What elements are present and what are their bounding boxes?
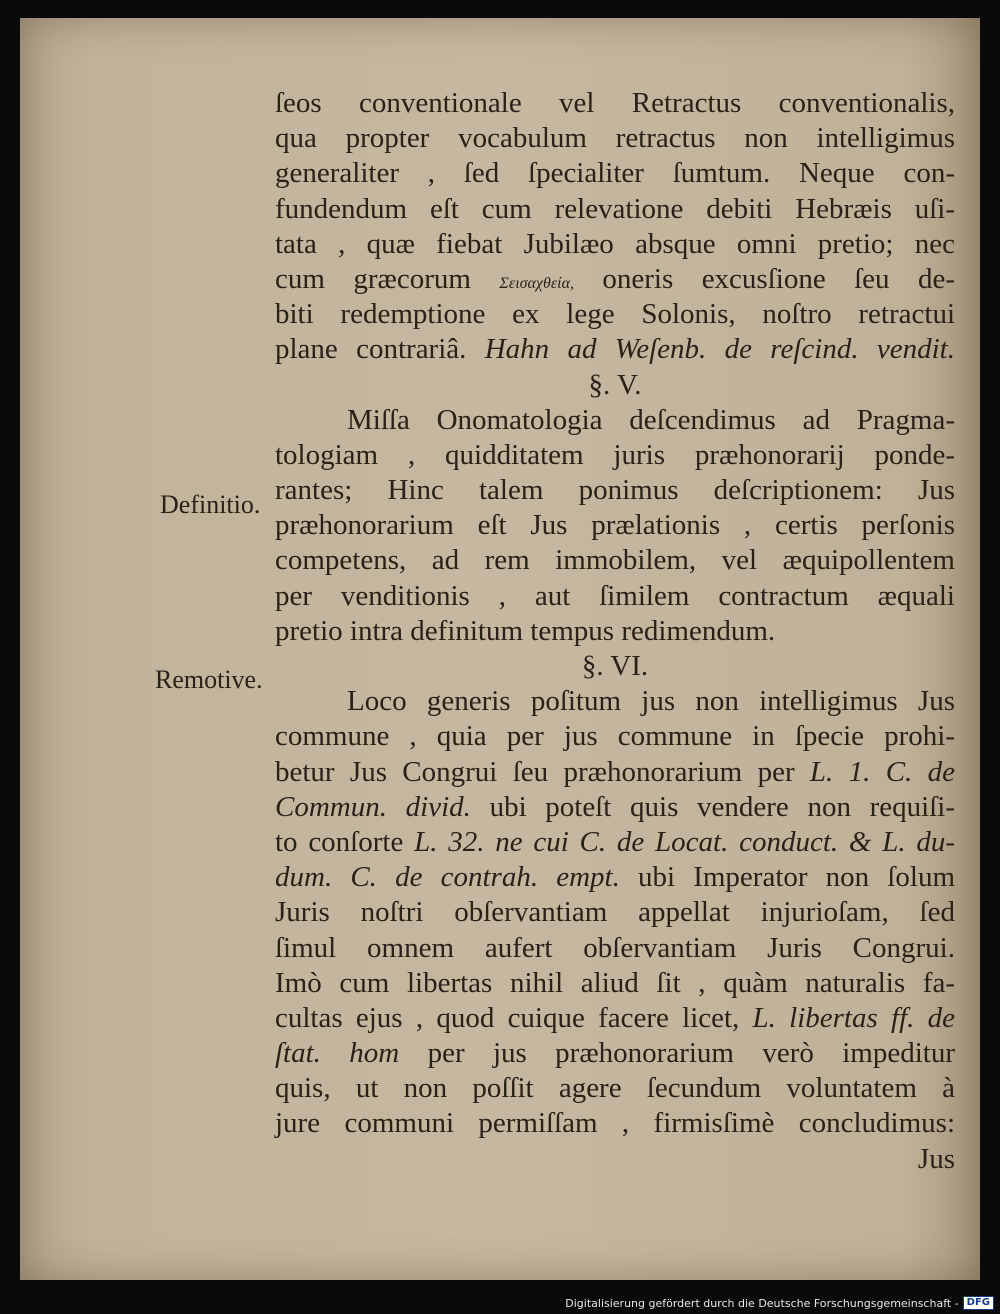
text-line: [275, 790, 955, 825]
text-line: tologiam , quidditatem juris præhonorarij ponde-: [275, 438, 955, 471]
text-span: ubi Imperator non ſolum: [619, 861, 955, 894]
text-line: quis, ut non poſſit agere ſecundum voluntatem à: [275, 1072, 955, 1105]
text-span: ſtat. hom: [275, 1037, 400, 1070]
text-line: [275, 1036, 955, 1071]
text-line: præhonorarium eſt Jus prælationis , certis perſonis: [275, 509, 955, 542]
text-line: generaliter , ſed ſpecialiter ſumtum. Neque con-: [275, 157, 955, 190]
text-line: [275, 1001, 955, 1036]
dfg-logo: DFG: [963, 1296, 994, 1310]
footer-credit: [565, 1296, 994, 1310]
text-span: betur Jus Congrui ſeu præhonorarium per: [275, 755, 810, 788]
text-line: §. VI.: [581, 650, 649, 682]
text-line: competens, ad rem immobilem, vel æquipollentem: [275, 544, 955, 577]
text-span: to conſorte: [275, 825, 415, 858]
text-span: ubi poteſt quis vendere non requiſi-: [470, 790, 955, 823]
text-line: per venditionis , aut ſimilem contractum æquali: [275, 579, 955, 612]
text-line: Imò cum libertas nihil aliud ſit , quàm naturalis fa-: [275, 966, 955, 999]
text-line: biti redemptione ex lege Solonis, noſtro retractui: [275, 298, 955, 331]
text-span: Hahn ad Weſenb. de reſcind. vendit.: [484, 333, 955, 366]
text-span: plane contrariâ.: [275, 333, 485, 366]
text-line: jure communi permiſſam , firmisſimè concludimus:: [275, 1107, 955, 1140]
text-line: fundendum eſt cum relevatione debiti Hebræis uſi-: [275, 192, 955, 225]
text-line: commune , quia per jus commune in ſpecie prohi-: [275, 720, 955, 753]
text-span: L. 1. C. de: [809, 755, 955, 788]
text-line: Loco generis poſitum jus non intelligimus Jus: [347, 685, 955, 718]
text-span: per jus præhonorarium verò impeditur: [399, 1037, 955, 1070]
text-line: ſimul omnem aufert obſervantiam Juris Congrui.: [275, 931, 955, 964]
text-line: [275, 860, 955, 895]
text-line: ſeos conventionale vel Retractus conventionalis,: [275, 87, 955, 119]
margin-note-remotive: Remotive.: [155, 665, 263, 694]
text-line: Juris noſtri obſervantiam appellat injurioſam, ſed: [275, 896, 955, 929]
text-line: rantes; Hinc talem ponimus deſcriptionem: Jus: [275, 474, 955, 507]
text-line: [275, 755, 955, 790]
text-line: pretio intra definitum tempus redimendum.: [275, 614, 776, 647]
text-line: [275, 332, 955, 367]
text-line: [275, 825, 955, 860]
text-line: tata , quæ fiebat Jubilæo absque omni pretio; nec: [275, 227, 955, 260]
text-line: qua propter vocabulum retractus non intelligimus: [275, 122, 955, 155]
text-span: L. libertas ff. de: [752, 1001, 955, 1034]
text-span: Σεισαχθεία,: [499, 274, 574, 292]
text-line: Jus: [917, 1142, 955, 1175]
text-span: cum græcorum: [275, 262, 500, 295]
book-page: [20, 18, 980, 1280]
text-line: [275, 262, 955, 297]
text-line: §. V.: [588, 368, 642, 401]
text-span: oneris excusſione ſeu de-: [573, 262, 956, 295]
text-span: L. 32. ne cui C. de Locat. conduct. & L. du-: [414, 825, 956, 858]
text-span: Commun. divid.: [275, 790, 471, 823]
text-line: Miſſa Onomatologia deſcendimus ad Pragma-: [347, 403, 955, 436]
margin-note-definitio: Definitio.: [160, 490, 261, 519]
footer-text: Digitalisierung gefördert durch die Deutsche Forschungsgemeinschaft -: [565, 1296, 959, 1310]
text-span: dum. C. de contrah. empt.: [275, 861, 620, 894]
body-text: [275, 86, 955, 1177]
text-span: cultas ejus , quod cuique facere licet,: [275, 1001, 753, 1034]
